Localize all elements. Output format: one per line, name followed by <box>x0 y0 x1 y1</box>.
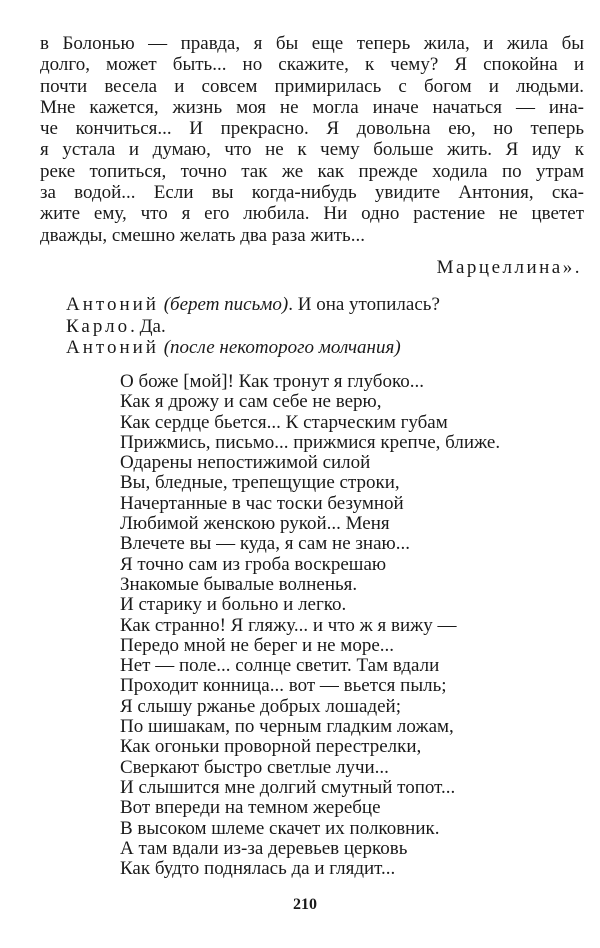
verse-line: Любимой женскою рукой... Меня <box>120 513 390 535</box>
speaker-name: Антоний <box>66 294 159 315</box>
verse-line: Прижмись, письмо... прижмися крепче, ближе. <box>120 431 501 453</box>
page-number: 210 <box>293 896 317 913</box>
verse-line: И слышится мне долгий смутный топот... <box>120 776 456 798</box>
speaker-name: Карло <box>66 315 131 337</box>
verse-line: И старику и больно и легко. <box>120 594 347 616</box>
verse-line: Сверкают быстро светлые лучи... <box>120 756 389 778</box>
verse-block <box>120 372 500 879</box>
verse-line: Как странно! Я гляжу... и что ж я вижу — <box>120 614 457 636</box>
verse-line: Знакомые бывалые волненья. <box>120 573 358 595</box>
dialogue-line <box>66 294 440 316</box>
verse-line: А там вдали из-за деревьев церковь <box>120 837 408 859</box>
verse-line: Проходит конница... вот — вьется пыль; <box>120 675 447 697</box>
verse-line: Влечете вы — куда, я сам не знаю... <box>120 533 410 555</box>
paragraph-line: Мне кажется, жизнь моя не могла иначе начаться — ина- <box>40 96 584 118</box>
verse-line: Как огоньки проворной перестрелки, <box>120 736 422 758</box>
verse-line: Как я дрожу и сам себе не верю, <box>120 391 382 413</box>
speaker-name: Антоний <box>66 337 159 358</box>
verse-line: Передо мной не берег и не море... <box>120 634 395 656</box>
prose-paragraph <box>40 33 584 246</box>
dialogue-block <box>66 294 440 359</box>
stage-direction: (берет письмо) <box>163 294 289 315</box>
verse-line: О боже [мой]! Как тронут я глубоко... <box>120 371 424 392</box>
verse-line: По шишакам, по черным гладким ложам, <box>120 716 454 738</box>
paragraph-line: за водой... Если вы когда-нибудь увидите Антония, ска- <box>40 182 584 204</box>
dialogue-text: . И она утопилась? <box>288 294 440 315</box>
verse-line: Начертанные в час тоски безумной <box>120 492 404 514</box>
verse-line: Как сердце бьется... К старческим губам <box>120 411 448 433</box>
verse-line: Одарены непостижимой силой <box>120 452 371 474</box>
verse-line: Вот впереди на темном жеребце <box>120 797 381 819</box>
paragraph-line: долго, может быть... но скажите, к чему? Я спокойна и <box>40 54 584 76</box>
paragraph-line: почти весела и совсем примирилась с богом и людьми. <box>40 75 584 97</box>
paragraph-line: жите ему, что я его любила. Ни одно растение не цветет <box>40 203 584 225</box>
paragraph-line: я устала и думаю, что не к чему больше жить. Я иду к <box>40 139 584 161</box>
paragraph-line: дважды, смешно желать два раза жить... <box>40 224 365 246</box>
paragraph-line: реке топиться, точно так же как прежде ходила по утрам <box>40 160 584 182</box>
verse-line: Вы, бледные, трепещущие строки, <box>120 472 400 494</box>
paragraph-line: в Болонью — правда, я бы еще теперь жила, и жила бы <box>40 33 584 54</box>
letter-signature: Марцеллина». <box>436 257 582 278</box>
dialogue-line <box>66 316 440 338</box>
stage-direction: (после некоторого молчания) <box>163 337 401 358</box>
verse-line: Я точно сам из гроба воскрешаю <box>120 553 387 575</box>
verse-line: Я слышу ржанье добрых лошадей; <box>120 695 402 717</box>
verse-line: Как будто поднялась да и глядит... <box>120 858 396 880</box>
verse-line: Нет — поле... солнце светит. Там вдали <box>120 655 440 677</box>
dialogue-line <box>66 337 440 359</box>
paragraph-line: че кончиться... И прекрасно. Я довольна ею, но теперь <box>40 118 584 140</box>
dialogue-text: . Да. <box>130 315 166 337</box>
verse-line: В высоком шлеме скачет их полковник. <box>120 817 440 839</box>
